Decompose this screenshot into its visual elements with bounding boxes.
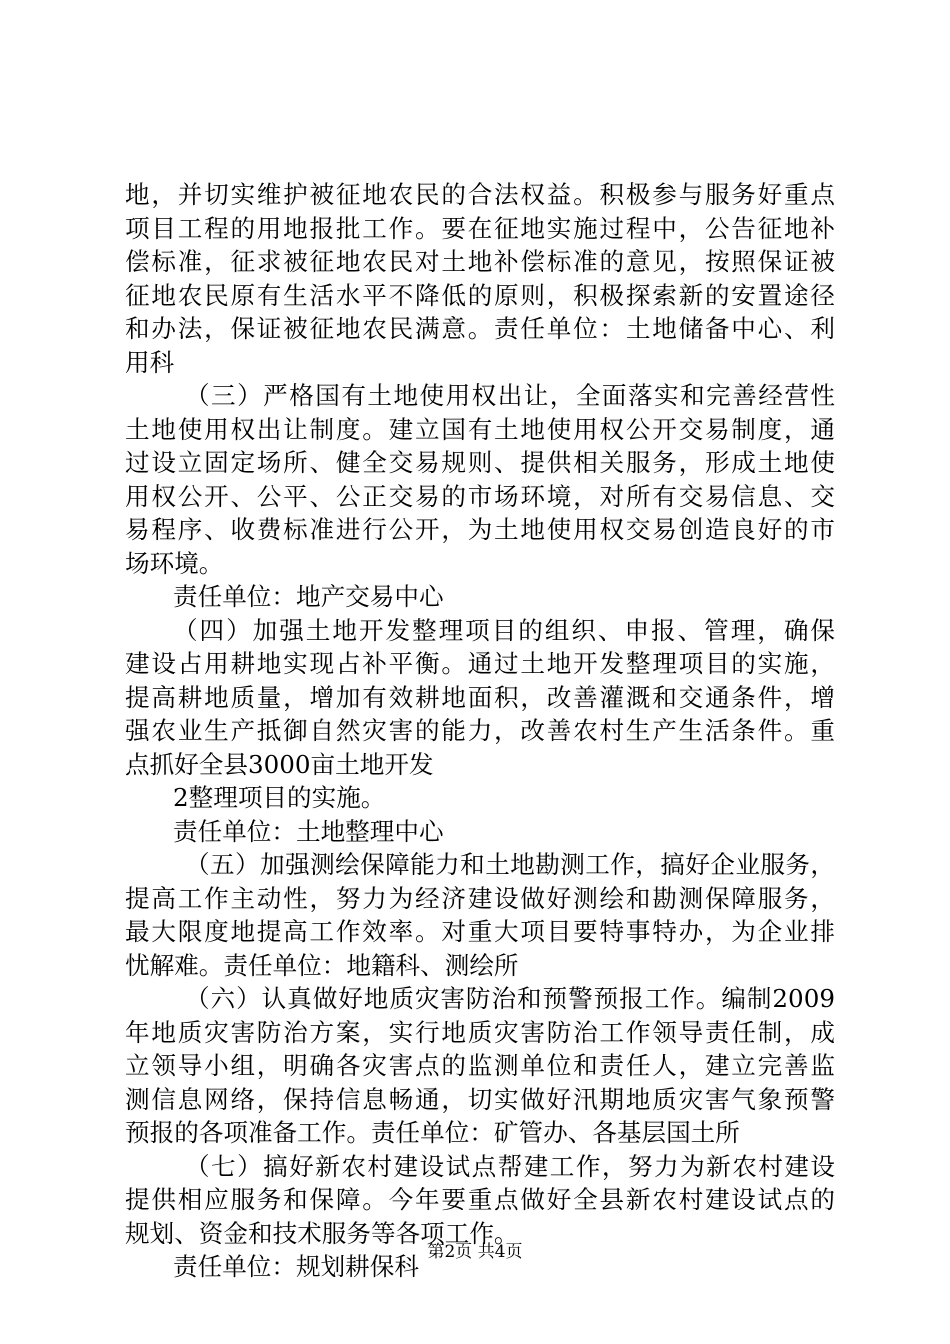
text-line: 建设占用耕地实现占补平衡。通过土地开发整理项目的实施， [125, 649, 835, 678]
text-line: 用科 [125, 347, 175, 377]
text-line: 测信息网络，保持信息畅通，切实做好汛期地质灾害气象预警 [125, 1084, 835, 1114]
text-line: 预报的各项准备工作。责任单位：矿管办、各基层国土所 [125, 1118, 740, 1147]
page-number-footer: 第2页 共4页 [427, 1242, 523, 1262]
section-three-heading-line: （三）严格国有土地使用权出让，全面落实和完善经营性 [185, 381, 835, 410]
text-line: 强农业生产抵御自然灾害的能力，改善农村生产生活条件。重 [125, 716, 835, 745]
text-line: 用权公开、公平、公正交易的市场环境，对所有交易信息、交 [125, 481, 835, 511]
text-line: 年地质灾害防治方案，实行地质灾害防治工作领导责任制，成 [125, 1017, 835, 1047]
responsible-unit-line: 责任单位：土地整理中心 [173, 816, 444, 846]
section-seven-heading-line: （七）搞好新农村建设试点帮建工作，努力为新农村建设 [185, 1151, 835, 1181]
text-line: 偿标准，征求被征地农民对土地补偿标准的意见，按照保证被 [125, 247, 835, 276]
document-body [125, 178, 835, 1284]
text-line: 易程序、收费标准进行公开，为土地使用权交易创造良好的市 [125, 515, 835, 544]
text-line: 2整理项目的实施。 [173, 783, 386, 812]
text-line: 过设立固定场所、健全交易规则、提供相关服务，形成土地使 [125, 448, 835, 477]
text-line: 土地使用权出让制度。建立国有土地使用权公开交易制度，通 [125, 414, 835, 444]
responsible-unit-line: 责任单位：地产交易中心 [173, 582, 444, 611]
text-line: 和办法，保证被征地农民满意。责任单位：土地储备中心、利 [125, 314, 835, 343]
text-line: 提供相应服务和保障。今年要重点做好全县新农村建设试点的 [125, 1185, 835, 1214]
section-four-heading-line: （四）加强土地开发整理项目的组织、申报、管理，确保 [173, 615, 835, 645]
text-line: 最大限度地提高工作效率。对重大项目要特事特办，为企业排 [125, 917, 835, 946]
text-line: 地，并切实维护被征地农民的合法权益。积极参与服务好重点 [125, 180, 835, 209]
text-line: 忧解难。责任单位：地籍科、测绘所 [125, 950, 519, 980]
section-five-heading-line: （五）加强测绘保障能力和土地勘测工作，搞好企业服务， [185, 850, 835, 879]
text-line: 规划、资金和技术服务等各项工作。 [125, 1218, 519, 1248]
text-line: 征地农民原有生活水平不降低的原则，积极探索新的安置途径 [125, 280, 835, 310]
text-line: 提高耕地质量，增加有效耕地面积，改善灌溉和交通条件，增 [125, 682, 835, 712]
text-line: 场环境。 [125, 548, 224, 578]
text-line: 点抓好全县3000亩土地开发 [125, 749, 434, 779]
text-line: 立领导小组，明确各灾害点的监测单位和责任人，建立完善监 [125, 1051, 835, 1080]
section-six-heading-line: （六）认真做好地质灾害防治和预警预报工作。编制2009 [185, 984, 835, 1013]
text-line: 项目工程的用地报批工作。要在征地实施过程中，公告征地补 [125, 213, 835, 243]
responsible-unit-line: 责任单位：规划耕保科 [173, 1252, 419, 1281]
text-line: 提高工作主动性，努力为经济建设做好测绘和勘测保障服务， [125, 883, 835, 913]
